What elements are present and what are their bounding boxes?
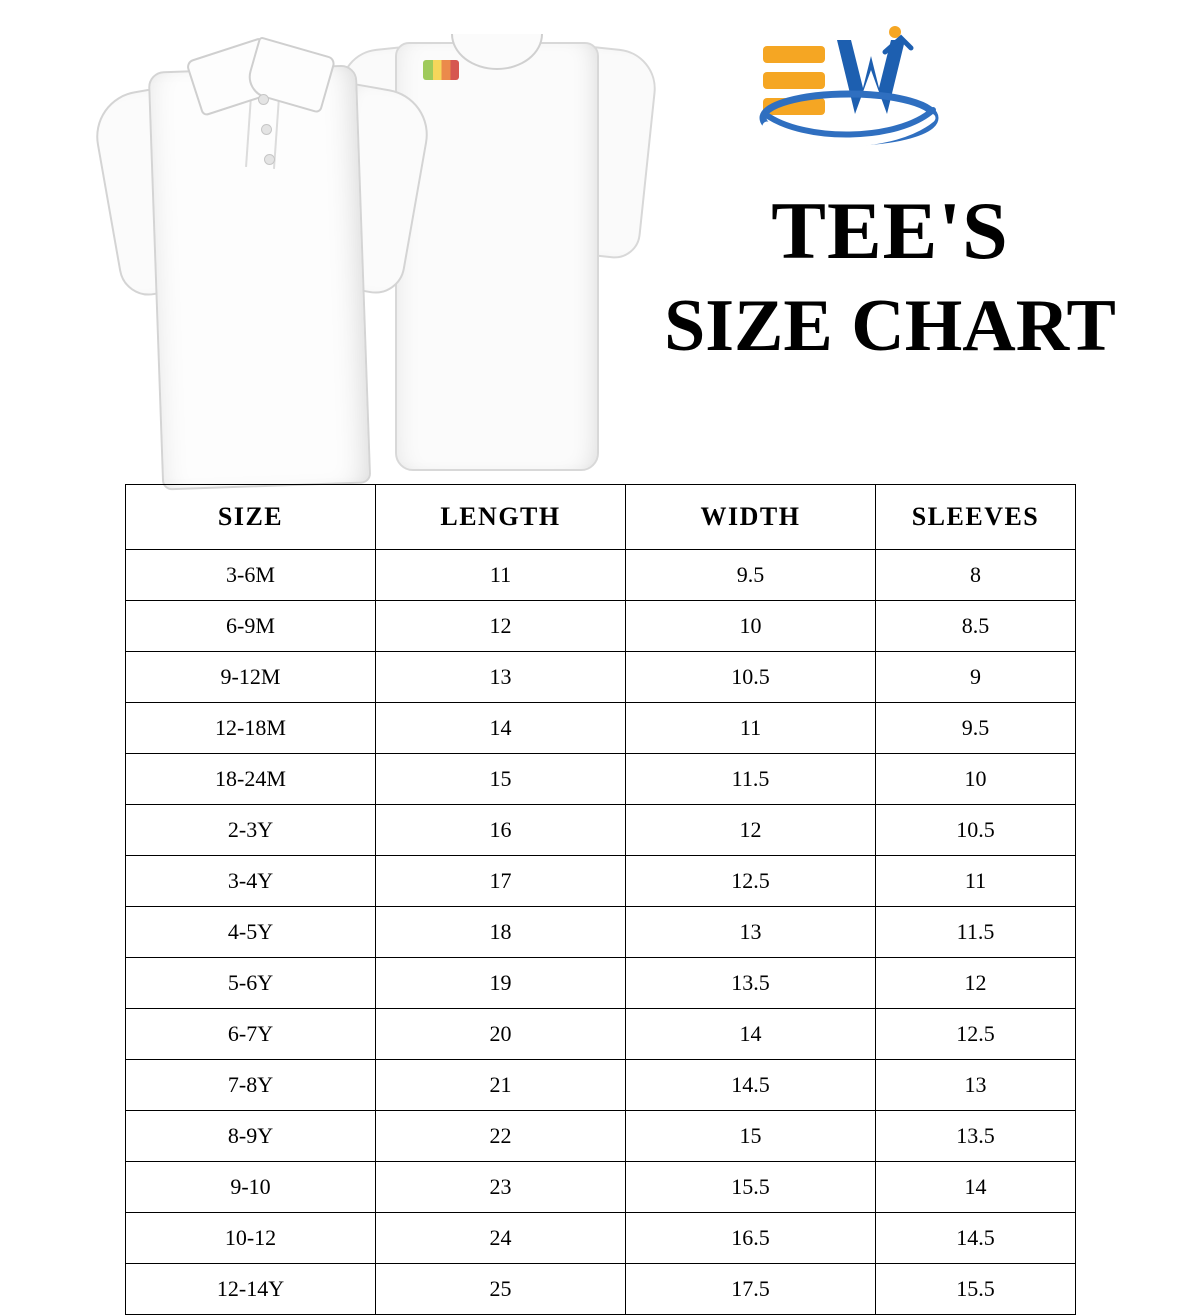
cell-size: 6-7Y: [126, 1009, 376, 1060]
cell-size: 7-8Y: [126, 1060, 376, 1111]
cell-width: 14: [626, 1009, 876, 1060]
cell-sleeves: 9: [876, 652, 1076, 703]
cell-sleeves: 8: [876, 550, 1076, 601]
cell-width: 15: [626, 1111, 876, 1162]
cell-sleeves: 10: [876, 754, 1076, 805]
brand-logo: [745, 18, 955, 158]
polo-button-2: [261, 124, 272, 135]
cell-length: 22: [376, 1111, 626, 1162]
cell-length: 23: [376, 1162, 626, 1213]
page-subtitle: SIZE CHART: [664, 285, 1116, 367]
size-chart-table: [125, 484, 1076, 1315]
table-header-row: [126, 485, 1076, 550]
cell-width: 17.5: [626, 1264, 876, 1315]
cell-length: 24: [376, 1213, 626, 1264]
cell-size: 9-12M: [126, 652, 376, 703]
page-title: TEE'S: [771, 185, 1009, 276]
column-header-width: WIDTH: [626, 485, 876, 550]
cell-width: 12.5: [626, 856, 876, 907]
cell-width: 12: [626, 805, 876, 856]
cell-sleeves: 8.5: [876, 601, 1076, 652]
cell-sleeves: 14: [876, 1162, 1076, 1213]
cell-length: 19: [376, 958, 626, 1009]
cell-sleeves: 15.5: [876, 1264, 1076, 1315]
cell-length: 15: [376, 754, 626, 805]
header-area: [0, 0, 1200, 480]
cell-width: 14.5: [626, 1060, 876, 1111]
cell-sleeves: 11.5: [876, 907, 1076, 958]
table-row: [126, 1009, 1076, 1060]
table-row: [126, 1111, 1076, 1162]
table-row: [126, 1213, 1076, 1264]
cell-sleeves: 9.5: [876, 703, 1076, 754]
cell-width: 11.5: [626, 754, 876, 805]
cell-width: 9.5: [626, 550, 876, 601]
cell-length: 21: [376, 1060, 626, 1111]
cell-length: 25: [376, 1264, 626, 1315]
polo-button-3: [264, 154, 275, 165]
table-row: [126, 1060, 1076, 1111]
cell-width: 16.5: [626, 1213, 876, 1264]
table-row: [126, 754, 1076, 805]
cell-size: 2-3Y: [126, 805, 376, 856]
cell-size: 10-12: [126, 1213, 376, 1264]
polo-shirt-illustration: [100, 30, 430, 480]
cell-length: 17: [376, 856, 626, 907]
table-row: [126, 958, 1076, 1009]
cell-size: 3-6M: [126, 550, 376, 601]
garment-illustrations: [100, 8, 660, 478]
table-row: [126, 550, 1076, 601]
cell-size: 12-14Y: [126, 1264, 376, 1315]
cell-size: 5-6Y: [126, 958, 376, 1009]
cell-width: 10: [626, 601, 876, 652]
cell-size: 8-9Y: [126, 1111, 376, 1162]
cell-size: 18-24M: [126, 754, 376, 805]
cell-width: 15.5: [626, 1162, 876, 1213]
cell-length: 20: [376, 1009, 626, 1060]
cell-width: 10.5: [626, 652, 876, 703]
table-row: [126, 1162, 1076, 1213]
table-row: [126, 652, 1076, 703]
table-row: [126, 1264, 1076, 1315]
cell-sleeves: 12.5: [876, 1009, 1076, 1060]
cell-length: 18: [376, 907, 626, 958]
column-header-sleeves: SLEEVES: [876, 485, 1076, 550]
cell-sleeves: 11: [876, 856, 1076, 907]
table-row: [126, 703, 1076, 754]
polo-button-1: [258, 94, 269, 105]
table-row: [126, 856, 1076, 907]
cell-sleeves: 13: [876, 1060, 1076, 1111]
cell-sleeves: 12: [876, 958, 1076, 1009]
cell-sleeves: 13.5: [876, 1111, 1076, 1162]
cell-width: 13: [626, 907, 876, 958]
cell-width: 11: [626, 703, 876, 754]
cell-sleeves: 14.5: [876, 1213, 1076, 1264]
column-header-length: LENGTH: [376, 485, 626, 550]
cell-size: 4-5Y: [126, 907, 376, 958]
cell-length: 13: [376, 652, 626, 703]
table-row: [126, 601, 1076, 652]
cell-length: 11: [376, 550, 626, 601]
cell-length: 12: [376, 601, 626, 652]
column-header-size: SIZE: [126, 485, 376, 550]
cell-size: 3-4Y: [126, 856, 376, 907]
table-row: [126, 907, 1076, 958]
cell-size: 12-18M: [126, 703, 376, 754]
cell-length: 14: [376, 703, 626, 754]
size-chart-table-wrapper: [125, 484, 1075, 1315]
cell-length: 16: [376, 805, 626, 856]
cell-size: 9-10: [126, 1162, 376, 1213]
cell-sleeves: 10.5: [876, 805, 1076, 856]
table-row: [126, 805, 1076, 856]
cell-width: 13.5: [626, 958, 876, 1009]
cell-size: 6-9M: [126, 601, 376, 652]
title-block: [600, 185, 1180, 367]
